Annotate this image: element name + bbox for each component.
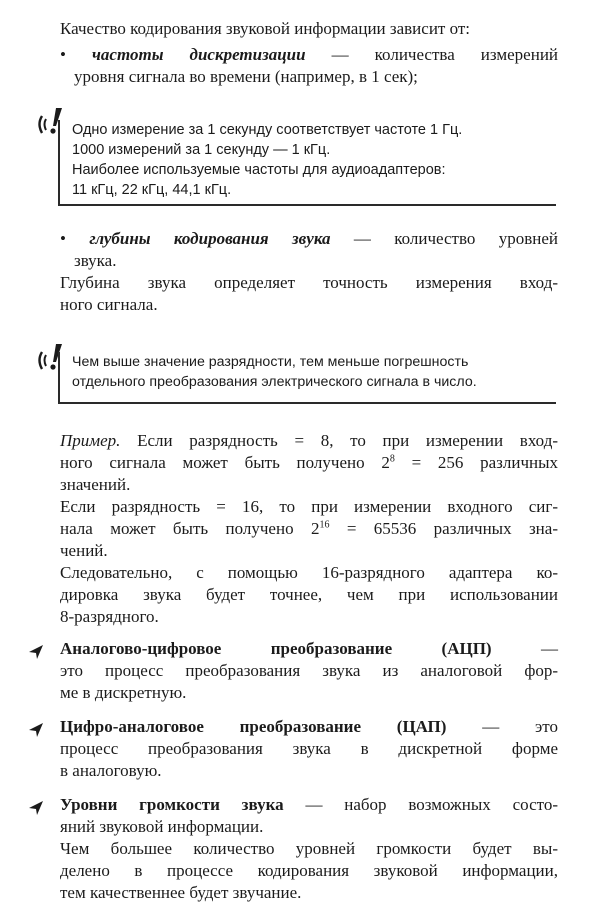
term-sampling-rate: частоты дискретизации xyxy=(92,45,306,64)
bullet-rest: — количества измерений xyxy=(305,45,559,64)
example-line xyxy=(60,430,558,452)
bullet-continuation: уровня сигнала во времени (например, в 1 сек); xyxy=(74,67,418,86)
definition-line: процесс преобразования звука в дискретной форме xyxy=(60,739,558,758)
depth-paragraph xyxy=(60,272,558,316)
term-bit-depth: глубины кодирования звука xyxy=(89,229,331,248)
note-line: Наиболее используемые частоты для аудиоадаптеров: xyxy=(72,162,446,178)
arrow-pointer-icon xyxy=(28,800,44,816)
example-label: Пример. xyxy=(60,431,121,450)
example-line xyxy=(60,518,558,540)
example-line: дировка звука будет точнее, чем при использовании xyxy=(60,585,558,604)
note-line: Одно измерение за 1 секунду соответствует частоте 1 Гц. xyxy=(72,122,463,138)
term-adc: Аналогово-цифровое преобразование (АЦП) xyxy=(60,639,492,658)
note-line: отдельного преобразования электрического сигнала в число. xyxy=(72,374,477,390)
bullet-continuation: звука. xyxy=(74,251,117,270)
definition-text: — набор возможных состо- xyxy=(283,795,558,814)
definition-line: тем качественнее будет звучание. xyxy=(60,883,302,902)
bullet-sampling-rate xyxy=(60,44,558,88)
bullet-rest: — количество уровней xyxy=(330,229,558,248)
arrow-pointer-icon xyxy=(28,722,44,738)
bullet-marker: • xyxy=(60,45,66,64)
bullet-bit-depth xyxy=(60,228,558,272)
definition-line xyxy=(60,638,558,660)
definition-line: делено в процессе кодирования звуковой информации, xyxy=(60,861,558,880)
definition-line xyxy=(60,716,558,738)
example-line xyxy=(60,452,558,474)
bullet-line xyxy=(60,44,558,66)
definition-line: яний звуковой информации. xyxy=(60,817,264,836)
definition-adc xyxy=(60,638,558,704)
example-paragraph xyxy=(60,430,558,628)
example-text: = 65536 различных зна- xyxy=(329,519,558,538)
example-text: Если разрядность = 8, то при измерении вход- xyxy=(120,431,558,450)
definition-line: в аналоговую. xyxy=(60,761,162,780)
example-text: = 256 различных xyxy=(394,453,559,472)
example-line: чений. xyxy=(60,541,108,560)
depth-line: Глубина звука определяет точность измерения вход- xyxy=(60,273,558,292)
example-line: значений. xyxy=(60,475,131,494)
definition-text: — это xyxy=(446,717,558,736)
note-line: Чем выше значение разрядности, тем меньше погрешность xyxy=(72,354,469,370)
definition-line: ме в дискретную. xyxy=(60,683,187,702)
bullet-line xyxy=(60,228,558,250)
definition-volume-levels xyxy=(60,794,558,904)
note-line: 1000 измерений за 1 секунду — 1 кГц. xyxy=(72,142,331,158)
note-bit-depth xyxy=(58,352,556,404)
definition-line: это процесс преобразования звука из аналоговой фор- xyxy=(60,661,558,680)
note-frequency xyxy=(58,120,556,206)
example-line: Следовательно, с помощью 16-разрядного адаптера ко- xyxy=(60,563,558,582)
bullet-marker: • xyxy=(60,229,66,248)
definition-dac xyxy=(60,716,558,782)
example-line: 8-разрядного. xyxy=(60,607,159,626)
example-text: ного сигнала может быть получено 2 xyxy=(60,453,390,472)
arrow-pointer-icon xyxy=(28,644,44,660)
definition-text: — xyxy=(491,639,558,658)
definition-line xyxy=(60,794,558,816)
exponent: 16 xyxy=(319,519,330,531)
definition-line: Чем большее количество уровней громкости будет вы- xyxy=(60,839,558,858)
note-line: 11 кГц, 22 кГц, 44,1 кГц. xyxy=(72,182,232,198)
term-dac: Цифро-аналоговое преобразование (ЦАП) xyxy=(60,717,447,736)
term-volume-levels: Уровни громкости звука xyxy=(60,795,284,814)
depth-line: ного сигнала. xyxy=(60,295,158,314)
intro-paragraph xyxy=(60,18,558,40)
intro-text: Качество кодирования звуковой информации зависит от: xyxy=(60,19,471,38)
example-text: нала может быть получено 2 xyxy=(60,519,320,538)
example-line: Если разрядность = 16, то при измерении входного сиг- xyxy=(60,497,558,516)
exponent: 8 xyxy=(389,453,395,465)
